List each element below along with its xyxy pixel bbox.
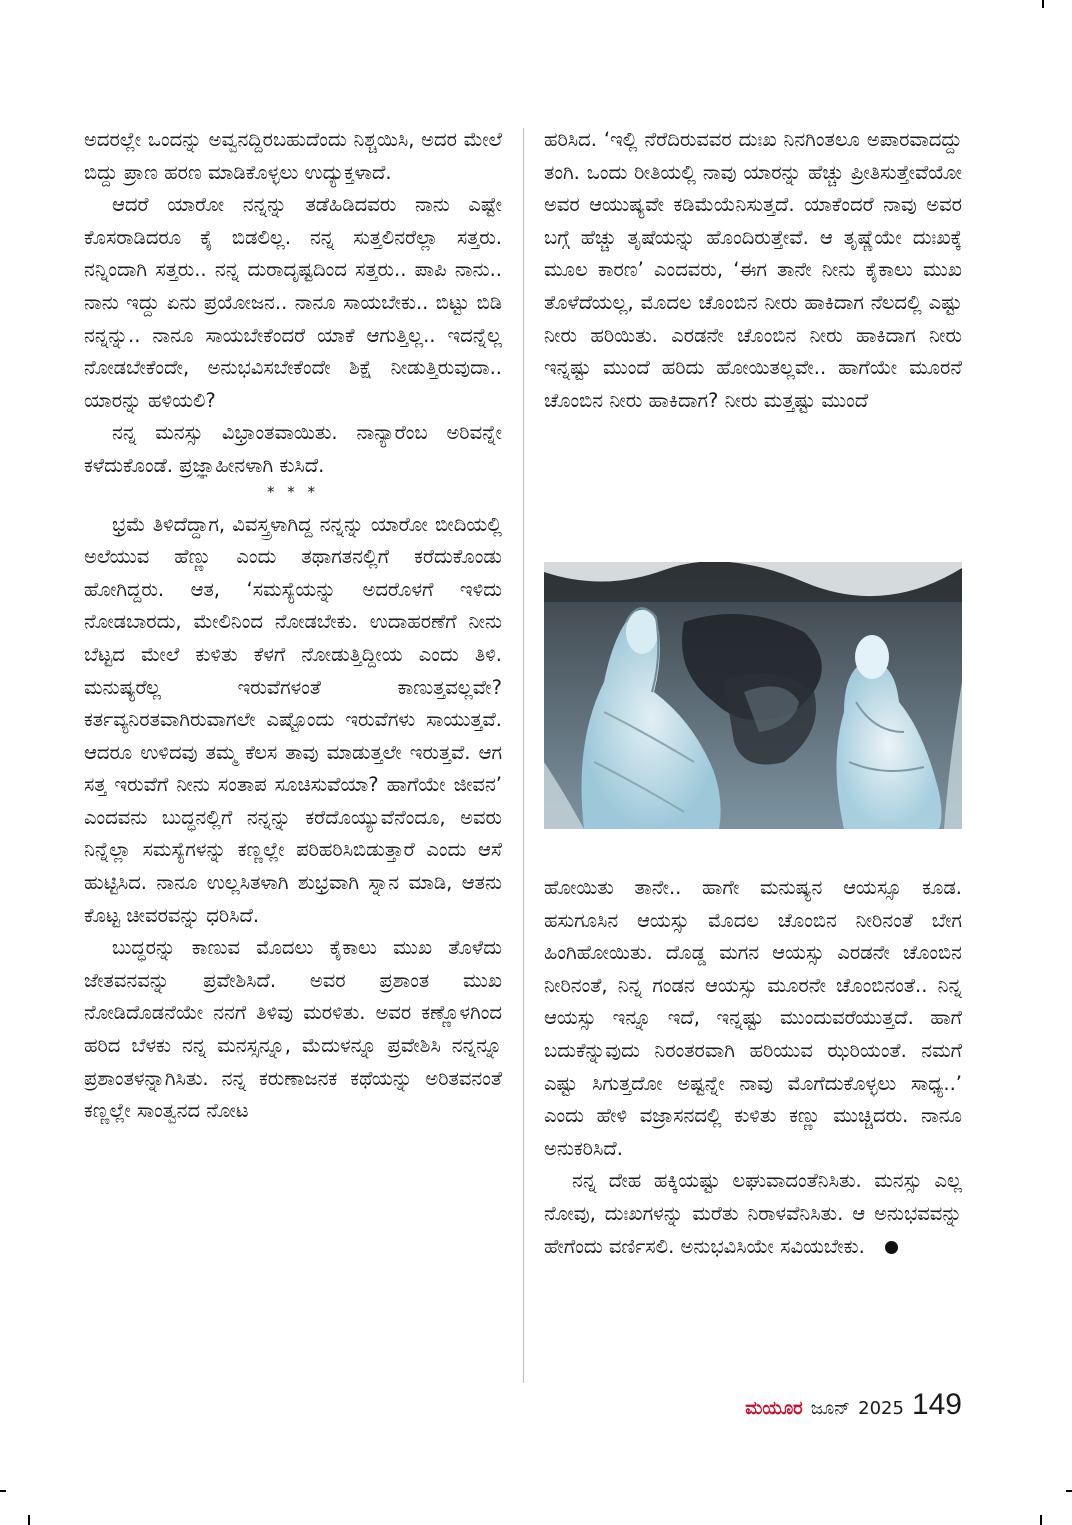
paragraph-text: ನನ್ನ ದೇಹ ಹಕ್ಕಿಯಷ್ಟು ಲಘುವಾದಂತೆನಿಸಿತು. ಮನಸ್ಸು ಎಲ್ಲ ನೋವು, ದುಃಖಗಳನ್ನು ಮರೆತು ನಿರಾಳವೆನಿಸಿತು. ಆ ಅನುಭವವನ್ನು ಹೇಗೆಂದು ವರ್ಣಿಸಲಿ. ಅನುಭವಿಸಿಯೇ ಸವಿಯಬೇಕು. [544, 1169, 962, 1258]
page-number: 149 [911, 1388, 962, 1421]
left-column [84, 124, 502, 1128]
paragraph: ನನ್ನ ಮನಸ್ಸು ವಿಭ್ರಾಂತವಾಯಿತು. ನಾನ್ಯಾರೆಂಬ ಅರಿವನ್ನೇ ಕಳೆದುಕೊಂಡೆ. ಪ್ರಜ್ಞಾಹೀನಳಾಗಿ ಕುಸಿದೆ. [84, 421, 502, 477]
crop-mark-left-bottom [0, 1490, 6, 1492]
paragraph: ಆದರೆ ಯಾರೋ ನನ್ನನ್ನು ತಡೆಹಿಡಿದವರು ನಾನು ಎಷ್ಟೇ ಕೊಸರಾಡಿದರೂ ಕೈ ಬಿಡಲಿಲ್ಲ. ನನ್ನ ಸುತ್ತಲಿನರೆಲ್ಲಾ ಸತ್ತರು. ನನ್ನಿಂದಾಗಿ ಸತ್ತರು.. ನನ್ನ ದುರಾದೃಷ್ಟದಿಂದ ಸತ್ತರು.. ಪಾಪಿ ನಾನು.. ನಾನು ಇದ್ದು ಏನು ಪ್ರಯೋಜನ.. ನಾನೂ ಸಾಯಬೇಕು.. ಬಿಟ್ಟು ಬಿಡಿ ನನ್ನನ್ನು.. ನಾನೂ ಸಾಯಬೇಕೆಂದರೆ ಯಾಕೆ ಆಗುತ್ತಿಲ್ಲ.. ಇದನ್ನೆಲ್ಲ ನೋಡಬೇಕೆಂದೇ, ಅನುಭವಿಸಬೇಕೆಂದೇ ಶಿಕ್ಷೆ ನೀಡುತ್ತಿರುವುದಾ.. ಯಾರನ್ನು ಹಳಿಯಲಿ? [84, 193, 502, 412]
paragraph: ಅದರಲ್ಲೇ ಒಂದನ್ನು ಅವ್ವನದ್ದಿರಬಹುದೆಂದು ನಿಶ್ಚಯಿಸಿ, ಅದರ ಮೇಲೆ ಬಿದ್ದು ಪ್ರಾಣ ಹರಣ ಮಾಡಿಕೊಳ್ಳಲು ಉದ್ಯುಕ್ತಳಾದೆ. [84, 128, 502, 184]
right-column-bottom [544, 872, 962, 1263]
page-footer [745, 1388, 962, 1432]
paragraph: ಭ್ರಮೆ ತಿಳಿದೆದ್ದಾಗ, ವಿವಸ್ತ್ರಳಾಗಿದ್ದ ನನ್ನನ್ನು ಯಾರೋ ಬೀದಿಯಲ್ಲಿ ಅಲೆಯುವ ಹೆಣ್ಣು ಎಂದು ತಥಾಗತನಲ್ಲಿಗೆ ಕರೆದುಕೊಂಡು ಹೋಗಿದ್ದರು. ಆತ, ‘ಸಮಸ್ಯೆಯನ್ನು ಅದರೊಳಗೆ ಇಳಿದು ನೋಡಬಾರದು, ಮೇಲಿನಿಂದ ನೋಡಬೇಕು. ಉದಾಹರಣೆಗೆ ನೀನು ಬೆಟ್ಟದ ಮೇಲೆ ಕುಳಿತು ಕೆಳಗೆ ನೋಡುತ್ತಿದ್ದೀಯ ಎಂದು ತಿಳಿ. ಮನುಷ್ಯರೆಲ್ಲ ಇರುವೆಗಳಂತೆ ಕಾಣುತ್ತವಲ್ಲವೇ? ಕರ್ತವ್ಯನಿರತವಾಗಿರುವಾಗಲೇ ಎಷ್ಟೊಂದು ಇರುವೆಗಳು ಸಾಯುತ್ತವೆ. ಆದರೂ ಉಳಿದವು ತಮ್ಮ ಕೆಲಸ ತಾವು ಮಾಡುತ್ತಲೇ ಇರುತ್ತವೆ. ಆಗ ಸತ್ತ ಇರುವೆಗೆ ನೀನು ಸಂತಾಪ ಸೂಚಿಸುವೆಯಾ? ಹಾಗೆಯೇ ಜೀವನ’ ಎಂದವನು ಬುದ್ಧನಲ್ಲಿಗೆ ನನ್ನನ್ನು ಕರೆದೊಯ್ಯುವೆನೆಂದೂ, ಅವರು ನಿನ್ನೆಲ್ಲಾ ಸಮಸ್ಯೆಗಳನ್ನು ಕಣ್ಣಲ್ಲೇ ಪರಿಹರಿಸಿಬಿಡುತ್ತಾರೆ ಎಂದು ಆಸೆ ಹುಟ್ಟಿಸಿದ. ನಾನೂ ಉಲ್ಲಸಿತಳಾಗಿ ಶುಭ್ರವಾಗಿ ಸ್ನಾನ ಮಾಡಿ, ಆತನು ಕೊಟ್ಟ ಚೀವರವನ್ನು ಧರಿಸಿದೆ. [84, 512, 502, 927]
paragraph: ಹರಿಸಿದ. ‘ಇಲ್ಲಿ ನೆರೆದಿರುವವರ ದುಃಖ ನಿನಗಿಂತಲೂ ಅಪಾರವಾದದ್ದು ತಂಗಿ. ಒಂದು ರೀತಿಯಲ್ಲಿ ನಾವು ಯಾರನ್ನು ಹೆಚ್ಚು ಪ್ರೀತಿಸುತ್ತೇವೆಯೋ ಅವರ ಆಯುಷ್ಯವೇ ಕಡಿಮೆಯೆನಿಸುತ್ತದೆ. ಯಾಕೆಂದರೆ ನಾವು ಅವರ ಬಗ್ಗೆ ಹೆಚ್ಚು ತೃಷೆಯನ್ನು ಹೊಂದಿರುತ್ತೇವೆ. ಆ ತೃಷ್ಣೆಯೇ ದುಃಖಕ್ಕೆ ಮೂಲ ಕಾರಣ’ ಎಂದವರು, ‘ಈಗ ತಾನೇ ನೀನು ಕೈಕಾಲು ಮುಖ ತೊಳೆದೆಯಲ್ಲ, ಮೊದಲ ಚೊಂಬಿನ ನೀರು ಹಾಕಿದಾಗ ನೆಲದಲ್ಲಿ ಎಷ್ಟು ನೀರು ಹರಿಯಿತು. ಎರಡನೇ ಚೊಂಬಿನ ನೀರು ಹಾಕಿದಾಗ ನೀರು ಇನ್ನಷ್ಟು ಮುಂದೆ ಹರಿದು ಹೋಯಿತಲ್ಲವೇ.. ಹಾಗೆಯೇ ಮೂರನೆ ಚೊಂಬಿನ ನೀರು ಹಾಕಿದಾಗ? ನೀರು ಮತ್ತಷ್ಟು ಮುಂದೆ [544, 128, 962, 412]
crop-mark-bottom-right [1040, 1515, 1042, 1525]
paragraph: ಬುದ್ಧರನ್ನು ಕಾಣುವ ಮೊದಲು ಕೈಕಾಲು ಮುಖ ತೊಳೆದು ಜೇತವನವನ್ನು ಪ್ರವೇಶಿಸಿದೆ. ಅವರ ಪ್ರಶಾಂತ ಮುಖ ನೋಡಿದೊಡನೆಯೇ ನನಗೆ ತಿಳಿವು ಮರಳಿತು. ಅವರ ಕಣ್ಣೊಳಗಿಂದ ಹರಿದ ಬೆಳಕು ನನ್ನ ಮನಸ್ಸನ್ನೂ, ಮೆದುಳನ್ನೂ ಪ್ರವೇಶಿಸಿ ನನ್ನನ್ನೂ ಪ್ರಶಾಂತಳನ್ನಾಗಿಸಿತು. ನನ್ನ ಕರುಣಾಜನಕ ಕಥೆಯನ್ನು ಅರಿತವನಂತೆ ಕಣ್ಣಲ್ಲೇ ಸಾಂತ್ವನದ ನೋಟ [84, 936, 502, 1123]
end-mark-icon [885, 1241, 898, 1254]
paragraph [544, 1165, 962, 1263]
magazine-logo: ಮಯೂರ [745, 1398, 803, 1419]
illustration-image [544, 562, 962, 829]
crop-mark-bottom-left [28, 1515, 30, 1525]
column-divider [523, 128, 524, 1383]
paragraph: ಹೋಯಿತು ತಾನೇ.. ಹಾಗೇ ಮನುಷ್ಯನ ಆಯಸ್ಸೂ ಕೂಡ. ಹಸುಗೂಸಿನ ಆಯಸ್ಸು ಮೊದಲ ಚೊಂಬಿನ ನೀರಿನಂತೆ ಬೇಗ ಹಿಂಗಿಹೋಯಿತು. ದೊಡ್ಡ ಮಗನ ಆಯಸ್ಸು ಎರಡನೇ ಚೊಂಬಿನ ನೀರಿನಂತೆ, ನಿನ್ನ ಗಂಡನ ಆಯಸ್ಸು ಮೂರನೇ ಚೊಂಬಿನಂತೆ.. ನಿನ್ನ ಆಯಸ್ಸು ಇನ್ನೂ ಇದೆ, ಇನ್ನಷ್ಟು ಮುಂದುವರೆಯುತ್ತದೆ. ಹಾಗೆ ಬದುಕೆನ್ನುವುದು ನಿರಂತರವಾಗಿ ಹರಿಯುವ ಝರಿಯಂತೆ. ನಮಗೆ ಎಷ್ಟು ಸಿಗುತ್ತದೋ ಅಷ್ಟನ್ನೇ ನಾವು ಮೊಗೆದುಕೊಳ್ಳಲು ಸಾಧ್ಯ..’ ಎಂದು ಹೇಳಿ ವಜ್ರಾಸನದಲ್ಲಿ ಕುಳಿತು ಕಣ್ಣು ಮುಚ್ಚಿದರು. ನಾನೂ ಅನುಕರಿಸಿದೆ. [544, 876, 962, 1160]
issue-month: ಜೂನ್ [810, 1398, 851, 1419]
crop-mark-right-bottom [1066, 1490, 1072, 1492]
crop-mark-top-right [1042, 0, 1044, 8]
issue-year: 2025 [858, 1398, 904, 1419]
section-break: * * * [266, 482, 320, 501]
right-column-top [544, 124, 962, 417]
